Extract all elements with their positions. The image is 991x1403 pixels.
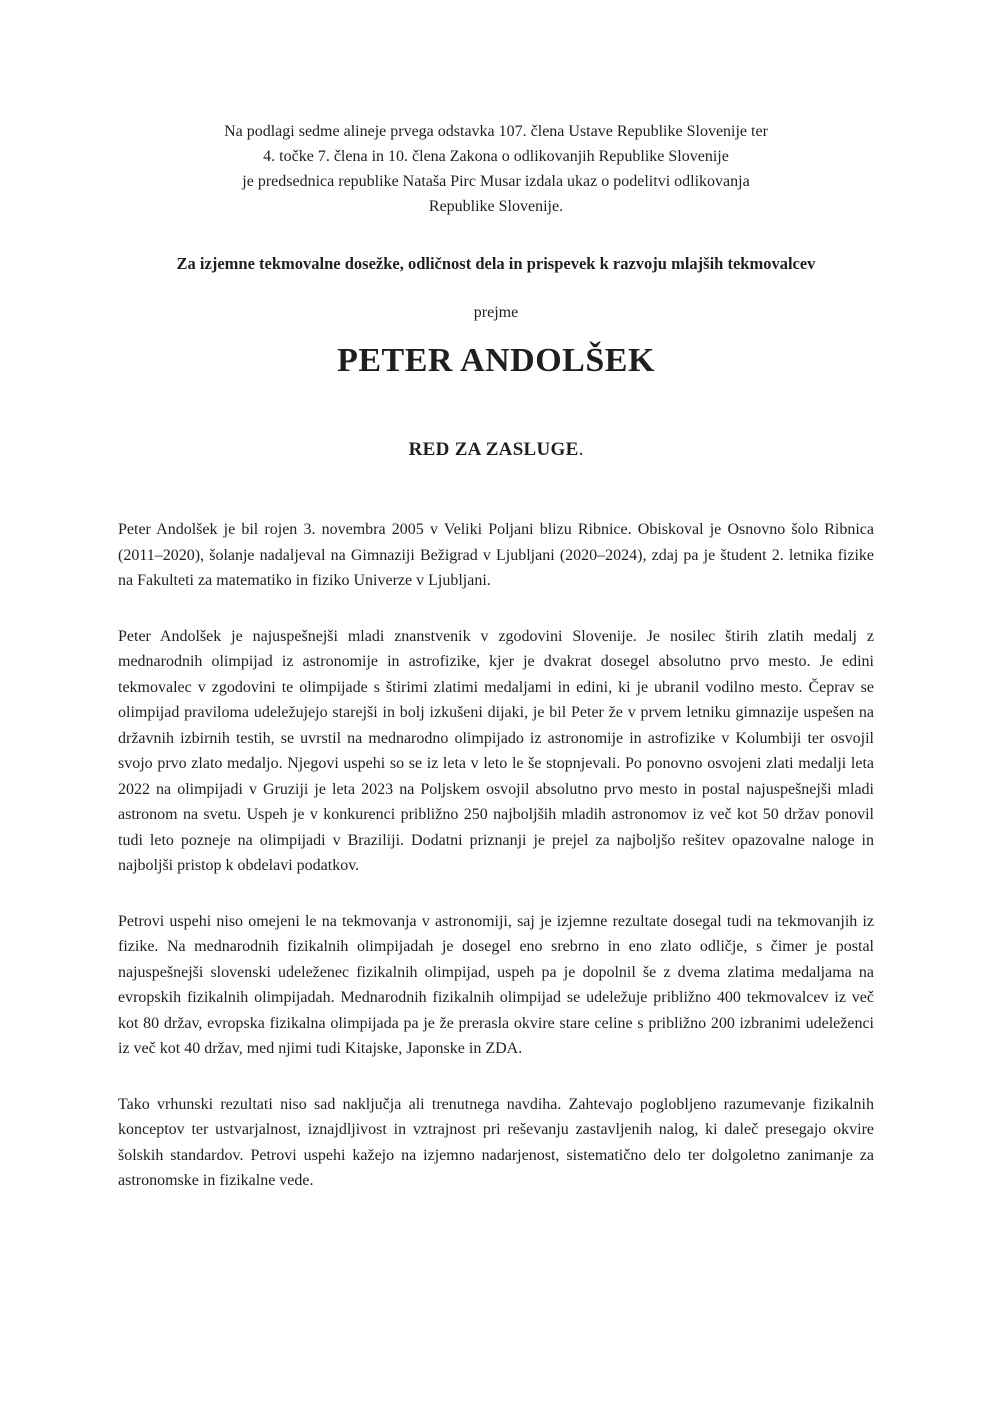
- paragraph-biography: Peter Andolšek je bil rojen 3. novembra 2005 v Veliki Poljani blizu Ribnice. Obiskoval je Osnovno šolo Ribnica (2011–2020), šolanje nadaljeval na Gimnaziji Bežigrad v Ljubljani (2020–2024), zdaj pa je študent 2. letnika fizike na Fakulteti za matematiko in fiziko Univerze v Ljubljani.: [118, 521, 874, 589]
- preamble-line-1: Na podlagi sedme alineje prvega odstavka 107. člena Ustave Republike Slovenije ter: [224, 123, 768, 140]
- paragraph-conclusion: Tako vrhunski rezultati niso sad naključja ali trenutnega navdiha. Zahtevajo poglobljeno razumevanje fizikalnih konceptov ter ustvarjalnost, iznajdljivost in vztrajnost pri reševanju zastavljenih nalog, ki daleč presegajo okvire šolskih standardov. Petrovi uspehi kažejo na izjemno nadarjenost, sistematično delo ter dolgoletno zanimanje za astronomske in fizikalne vede.: [118, 1095, 874, 1189]
- preamble-line-3: je predsednica republike Nataša Pirc Musar izdala ukaz o podelitvi odlikovanja: [242, 173, 750, 190]
- award-line: [118, 438, 874, 462]
- preamble-line-2: 4. točke 7. člena in 10. člena Zakona o odlikovanjih Republike Slovenije: [263, 148, 729, 165]
- receives-word: prejme: [473, 304, 519, 321]
- paragraph-physics-achievements: Petrovi uspehi niso omejeni le na tekmovanja v astronomiji, saj je izjemne rezultate dosegal tudi na tekmovanjih iz fizike. Na mednarodnih fizikalnih olimpijadah je dosegel eno srebrno in eno zlato odličje, s čimer je postal najuspešnejši slovenski udeleženec fizikalnih olimpijad, uspeh pa je dopolnil še z dvema zlatima medaljama na evropskih fizikalnih olimpijadah. Mednarodnih fizikalnih olimpijad se udeležuje približno 400 tekmovalcev iz več kot 80 držav, evropska fizikalna olimpijada pa je že prerasla okvire stare celine s približno 200 izbranimi udeleženci iz več kot 40 držav, med njimi tudi Kitajske, Japonske in ZDA.: [118, 912, 874, 1057]
- preamble-line-4: Republike Slovenije.: [428, 198, 564, 215]
- paragraph-astronomy-achievements: Peter Andolšek je najuspešnejši mladi znanstvenik v zgodovini Slovenije. Je nosilec štirih zlatih medalj z mednarodnih olimpijad iz astronomije in astrofizike, kjer je dvakrat dosegel absolutno prvo mesto. Je edini tekmovalec v zgodovini te olimpijade s štirimi zlatimi medaljami in edini, ki je ubranil vodilno mesto. Čeprav se olimpijad praviloma udeležujejo starejši in bolj izkušeni dijaki, je bil Peter že v prvem letniku gimnazije uspešen na državnih izbirnih testih, se uvrstil na mednarodno olimpijado iz astronomije in astrofizike v Kolumbiji ter osvojil svojo prvo zlato medaljo. Njegovi uspehi so se iz leta v leto le še stopnjevali. Po ponovno osvojeni zlati medalji leta 2022 na olimpijadi v Gruziji je leta 2023 na Poljskem osvojil absolutno prvo mesto in postal najuspešnejši mladi astronom na svetu. Uspeh je v konkurenci približno 250 najboljših mladih astronomov iz več kot 50 držav ponovil tudi leto pozneje na olimpijadi v Braziliji. Dodatni priznanji je prejel za najboljšo rešitev opazovalne naloge in najboljši pristop k obdelavi podatkov.: [118, 627, 874, 874]
- award-period: .: [578, 439, 584, 460]
- award-citation: Za izjemne tekmovalne dosežke, odličnost dela in prispevek k razvoju mlajših tekmovalcev: [176, 254, 816, 273]
- recipient-name: PETER ANDOLŠEK: [337, 342, 655, 379]
- award-name: RED ZA ZASLUGE: [408, 439, 579, 460]
- preamble: [118, 119, 874, 219]
